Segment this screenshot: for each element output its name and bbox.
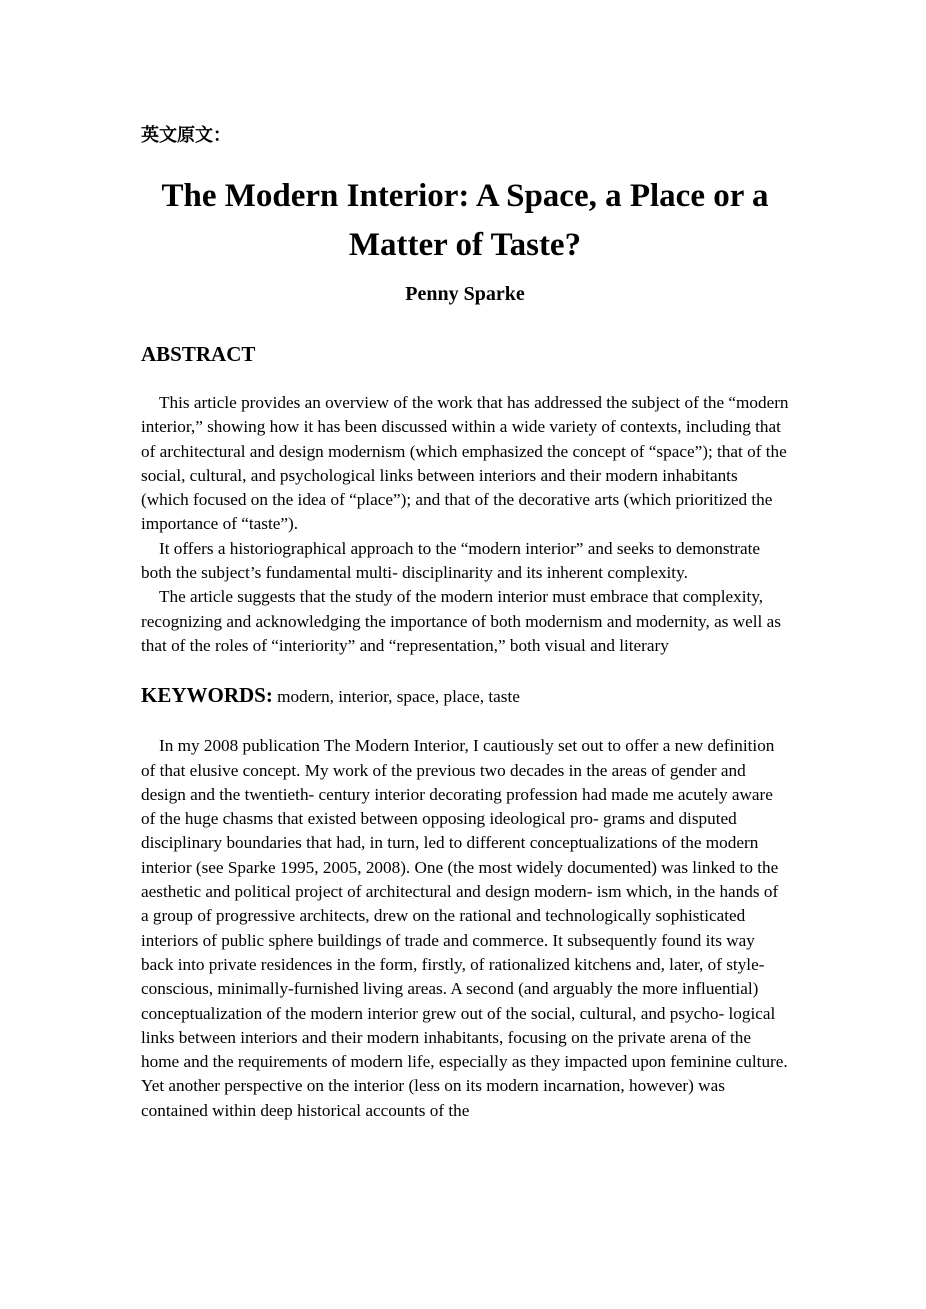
abstract-paragraph: It offers a historiographical approach to the “modern interior” and seeks to demonstrate both the subject’s fundamental multi- disciplinarity and its inherent complexity. <box>141 538 761 583</box>
document-page <box>141 122 789 1123</box>
body-paragraph: In my 2008 publication The Modern Interior, I cautiously set out to offer a new definition of that elusive concept. My work of the previous two decades in the areas of gender and design and the twentieth- century interior decorating profession had made me acutely aware of the huge chasms that existed between opposing ideological pro- grams and disputed disciplinary boundaries that had, in turn, led to different conceptualizations of the modern interior (see Sparke 1995, 2005, 2008). One (the most widely documented) was linked to the aesthetic and political project of architectural and design modern- ism which, in the hands of a group of progressive architects, drew on the rational and technologically sophisticated interiors of public sphere buildings of trade and commerce. It subsequently found its way back into private residences in the form, firstly, of rationalized kitchens and, later, of style-conscious, minimally-furnished living areas. A second (and arguably the more influential) conceptualization of the modern interior grew out of the social, cultural, and psycho- logical links between interiors and their modern inhabitants, focusing on the private arena of the home and the requirements of modern life, especially as they impacted upon feminine culture. Yet another perspective on the interior (less on its modern incarnation, however) was contained within deep historical accounts of the <box>141 736 788 1120</box>
abstract-paragraph: This article provides an overview of the work that has addressed the subject of the “modern interior,” showing how it has been discussed within a wide variety of contexts, including that of architectural and design modernism (which emphasized the concept of “space”); that of the social, cultural, and psychological links between interiors and their modern inhabitants (which focused on the idea of “place”); and that of the decorative arts (which prioritized the importance of “taste”). <box>141 393 789 534</box>
abstract-body <box>141 391 789 658</box>
keywords-line <box>141 682 789 710</box>
abstract-heading: ABSTRACT <box>141 342 256 366</box>
body-text <box>141 734 789 1123</box>
abstract-paragraph: The article suggests that the study of the modern interior must embrace that complexity, recognizing and acknowledging the importance of both modernism and modernity, as well as that of the roles of “interiority” and “representation,” both visual and literary <box>141 587 781 655</box>
section-label: 英文原文： <box>141 125 231 146</box>
keywords-label: KEYWORDS: <box>141 683 273 708</box>
keywords-terms: modern, interior, space, place, taste <box>277 687 520 707</box>
paper-title: The Modern Interior: A Space, a Place or a Matter of Taste? <box>161 178 769 263</box>
author-name: Penny Sparke <box>405 283 525 305</box>
